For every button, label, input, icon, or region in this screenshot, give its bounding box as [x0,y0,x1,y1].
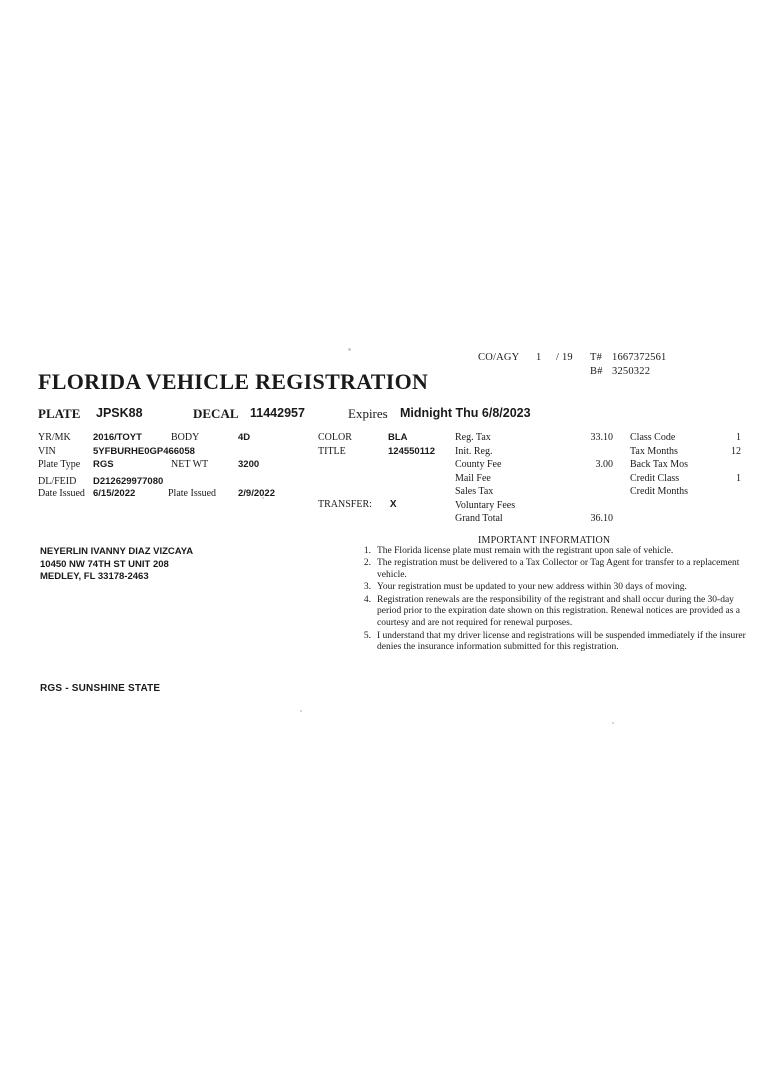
list-item-number: 4. [363,594,371,605]
fee-name: Grand Total [455,513,503,524]
plate-label: PLATE [38,406,81,421]
fee-name: County Fee [455,459,502,470]
list-item-text: The registration must be delivered to a Tax Collector or Tag Agent for transfer to a replacement vehicle. [377,558,740,581]
vin-value: 5YFBURHE0GP466058 [93,445,195,457]
fee-name: Voluntary Fees [455,499,516,511]
title-label: TITLE [318,445,346,457]
fee-right-name: Credit Class [630,472,680,484]
list-item [357,582,757,594]
color-value: BLA [388,432,408,443]
scan-speck [612,722,614,724]
color-label: COLOR [318,432,352,443]
owner-street: 10450 NW 74TH ST UNIT 208 [40,558,169,570]
list-item-number: 1. [363,546,371,556]
title-value: 124550112 [388,445,436,457]
document-meta-block [478,352,667,380]
owner-city-state-zip: MEDLEY, FL 33178-2463 [40,571,149,582]
body-value: 4D [238,432,251,443]
page-title: FLORIDA VEHICLE REGISTRATION [38,369,429,394]
dlfeid-value: D212629977080 [93,475,164,487]
expires-label: Expires [348,406,388,421]
vin-label: VIN [38,445,56,457]
decal-value: 11442957 [250,406,305,420]
plate-issued-label: Plate Issued [168,487,217,499]
fee-right-value: 12 [731,445,741,457]
fee-right-value: 1 [736,472,741,484]
date-issued-label: Date Issued [38,487,85,499]
transfer-value: X [389,499,397,510]
net-wt-label: NET WT [171,459,209,470]
scan-speck [348,348,351,351]
list-item [357,558,757,582]
yrmk-label: YR/MK [38,432,71,443]
important-information-heading: IMPORTANT INFORMATION [478,535,611,546]
important-information-list [357,546,757,655]
list-item-number: 2. [363,558,371,569]
b-number-value: 3250322 [612,366,651,377]
fee-amount: 33.10 [590,432,613,443]
plate-value: JPSK88 [96,406,143,420]
plate-type-value: RGS [93,459,114,470]
expires-value: Midnight Thu 6/8/2023 [400,406,531,420]
list-item [357,631,757,655]
fee-name: Mail Fee [455,472,491,484]
list-item [357,546,757,558]
plate-summary-line [38,406,598,424]
meta-row-bnumber [478,366,667,380]
document-footer: RGS - SUNSHINE STATE [40,683,161,694]
t-number-value: 1667372561 [612,352,667,363]
fee-name: Sales Tax [455,486,494,497]
fee-name: Init. Reg. [455,445,493,457]
body-label: BODY [171,432,200,443]
fee-amount: 3.00 [595,459,613,470]
scan-speck [300,710,302,712]
decal-label: DECAL [193,406,239,421]
list-item-number: 3. [363,582,371,593]
date-issued-value: 6/15/2022 [93,487,136,499]
fee-name: Reg. Tax [455,432,491,443]
b-number-label: B# [590,366,603,377]
transfer-label: TRANSFER: [318,499,372,510]
plate-issued-value: 2/9/2022 [238,487,275,499]
transfer-line [318,499,397,510]
list-item-text: Registration renewals are the responsibility of the registrant and shall occur during the 30-day period prior to the expiration date shown on this registration. Renewal notices are provided as a courtesy and are not required for renewal purposes. [377,594,741,629]
list-item-number: 5. [363,630,371,641]
coagy-label: CO/AGY [478,352,520,363]
owner-name: NEYERLIN IVANNY DIAZ VIZCAYA [40,546,194,557]
fee-right-value: 1 [736,432,741,443]
yrmk-value: 2016/TOYT [93,432,142,443]
plate-type-label: Plate Type [38,459,81,470]
list-item-text: I understand that my driver license and registrations will be suspended immediately if the insurer denies the insurance information submitted for this registration. [377,630,746,653]
fee-right-name: Class Code [630,432,676,443]
owner-address-block [40,546,193,584]
list-item-text: The Florida license plate must remain with the registrant upon sale of vehicle. [377,546,674,556]
meta-row-coagy [478,352,667,366]
list-item [357,595,757,630]
coagy-value-2: / 19 [556,352,573,363]
net-wt-value: 3200 [238,459,260,470]
dlfeid-label: DL/FEID [38,475,77,487]
coagy-value-1: 1 [536,352,542,363]
fee-right-name: Tax Months [630,445,678,457]
fee-right-name: Credit Months [630,486,689,497]
list-item-text: Your registration must be updated to your new address within 30 days of moving. [377,582,687,593]
fee-amount: 36.10 [590,513,613,524]
t-number-label: T# [590,352,603,363]
fee-right-name: Back Tax Mos [630,459,688,470]
